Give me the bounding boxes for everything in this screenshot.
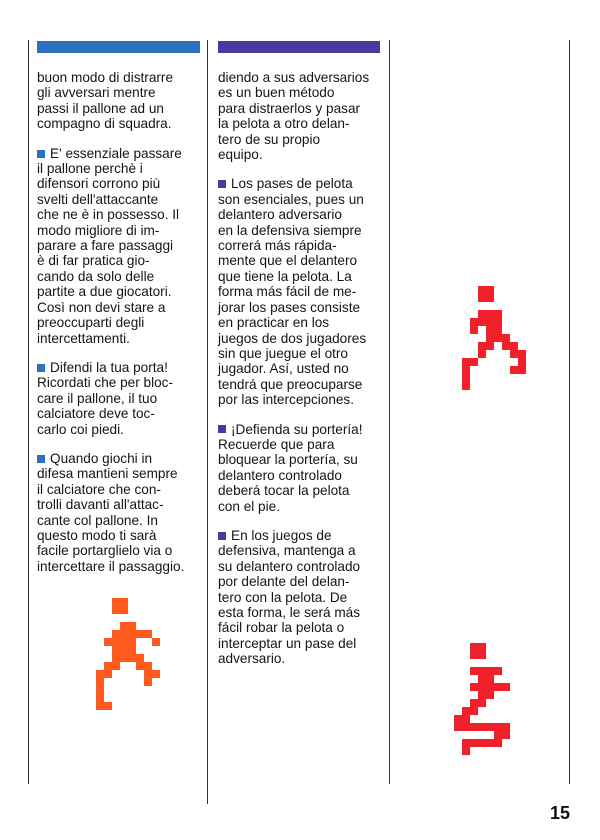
sprite-pixel [494,731,502,739]
sprite-pixel [478,342,486,350]
column-divider-left [28,40,29,784]
sprite-pixel [454,715,462,723]
bullet-icon [218,532,226,540]
sprite-pixel [454,723,462,731]
sprite-pixel [518,350,526,358]
red-player-running-sprite-icon [462,286,526,390]
sprite-pixel [470,683,478,691]
sprite-pixel [478,739,486,747]
sprite-pixel [510,342,518,350]
page-number: 15 [549,803,570,823]
sprite-pixel [470,643,478,651]
sprite-pixel [144,678,152,686]
sprite-pixel [470,318,478,326]
bullet-icon [37,150,45,158]
sprite-pixel [502,334,510,342]
sprite-pixel [486,739,494,747]
sprite-pixel [486,683,494,691]
bullet-icon [37,364,45,372]
sprite-pixel [120,638,128,646]
sprite-pixel [478,643,486,651]
sprite-pixel [486,691,494,699]
sprite-pixel [494,739,502,747]
italian-item [37,360,202,437]
spanish-item [218,422,386,514]
sprite-pixel [96,686,104,694]
sprite-pixel [96,702,104,710]
sprite-pixel [128,646,136,654]
sprite-pixel [112,662,120,670]
sprite-pixel [478,699,486,707]
sprite-pixel [478,723,486,731]
sprite-pixel [470,739,478,747]
spanish-item-text: ¡Defienda su portería! Recuerde que para bloquear la portería, su delantero controlado deberá tocar la pelota con el pie. [218,421,363,514]
sprite-pixel [486,294,494,302]
bullet-icon [218,425,226,433]
sprite-pixel [120,654,128,662]
italian-item-text: E' essenziale passare il pallone perchè i difensori corrono più svelti dell'attaccante che ne è in possesso. Il modo migliore di im- parare a fare passaggi è di far pratica gio- cando da solo delle partite a due giocatori. Così non devi stare a preoccuparti degli intercettamenti. [37,145,182,346]
italian-item-text: Quando giochi in difesa mantieni sempre il calciatore che con- trolli davanti all'attac- cante col pallone. In questo modo ti sarà facile portarglielo via o intercettare il passaggio. [37,450,185,574]
sprite-pixel [478,286,486,294]
bullet-icon [218,180,226,188]
spanish-item-text: En los juegos de defensiva, mantenga a su delantero controlado por delante del delan- tero con la pelota. De esta forma, le será más fácil robar la pelota o interceptar un pase del adversario. [218,527,361,667]
sprite-pixel [120,606,128,614]
sprite-pixel [462,747,470,755]
sprite-pixel [486,334,494,342]
sprite-pixel [486,318,494,326]
sprite-pixel [494,318,502,326]
sprite-pixel [494,667,502,675]
spanish-intro: diendo a sus adversarios es un buen método para distraerlos y pasar la pelota a otro delan- tero de su propio equipo. [218,70,370,163]
sprite-pixel [486,286,494,294]
sprite-pixel [128,622,136,630]
sprite-pixel [486,667,494,675]
italian-item [37,451,202,574]
italian-intro: buon modo di distrarre gli avversari mentre passi il pallone ad un compagno di squadra. [37,70,174,132]
sprite-pixel [510,350,518,358]
sprite-pixel [462,366,470,374]
sprite-pixel [96,670,104,678]
sprite-pixel [128,654,136,662]
italian-header-bar [37,41,200,53]
sprite-pixel [120,646,128,654]
sprite-pixel [120,598,128,606]
column-divider-middle [207,40,208,804]
sprite-pixel [478,651,486,659]
sprite-pixel [494,723,502,731]
sprite-pixel [120,630,128,638]
sprite-pixel [502,723,510,731]
sprite-pixel [470,707,478,715]
sprite-pixel [112,606,120,614]
column-divider-far-right [569,40,570,784]
sprite-pixel [152,670,160,678]
sprite-pixel [104,662,112,670]
italian-column [37,70,202,588]
sprite-pixel [462,382,470,390]
sprite-pixel [470,723,478,731]
spanish-item [218,528,386,667]
sprite-pixel [478,310,486,318]
sprite-pixel [112,638,120,646]
sprite-pixel [470,358,478,366]
sprite-pixel [104,702,112,710]
sprite-pixel [494,326,502,334]
sprite-pixel [470,699,478,707]
sprite-pixel [502,731,510,739]
sprite-pixel [136,662,144,670]
sprite-pixel [486,310,494,318]
sprite-pixel [478,667,486,675]
sprite-pixel [96,694,104,702]
sprite-pixel [510,366,518,374]
sprite-pixel [494,683,502,691]
sprite-pixel [462,358,470,366]
sprite-pixel [462,707,470,715]
sprite-pixel [112,630,120,638]
sprite-pixel [486,723,494,731]
sprite-pixel [478,350,486,358]
sprite-pixel [112,598,120,606]
spanish-item [218,176,386,407]
sprite-pixel [104,670,112,678]
sprite-pixel [470,651,478,659]
sprite-pixel [470,326,478,334]
sprite-pixel [144,662,152,670]
sprite-pixel [136,654,144,662]
spanish-header-bar [218,41,380,53]
sprite-pixel [144,630,152,638]
spanish-column [218,70,386,681]
sprite-pixel [478,294,486,302]
sprite-pixel [478,683,486,691]
sprite-pixel [478,318,486,326]
italian-item [37,146,202,346]
sprite-pixel [494,334,502,342]
sprite-pixel [112,654,120,662]
sprite-pixel [502,683,510,691]
sprite-pixel [462,723,470,731]
sprite-pixel [112,646,120,654]
bullet-icon [37,455,45,463]
sprite-pixel [462,739,470,747]
sprite-pixel [470,667,478,675]
sprite-pixel [128,630,136,638]
sprite-pixel [486,326,494,334]
sprite-pixel [486,342,494,350]
sprite-pixel [518,358,526,366]
red-player-spinning-sprite-icon [454,643,518,755]
sprite-pixel [144,670,152,678]
italian-item-text: Difendi la tua porta! Ricordati che per bloc- care il pallone, il tuo calciatore deve toc- carlo coi piedi. [37,359,173,437]
sprite-pixel [502,342,510,350]
sprite-pixel [152,638,160,646]
sprite-pixel [120,622,128,630]
sprite-pixel [478,691,486,699]
sprite-pixel [494,310,502,318]
sprite-pixel [96,678,104,686]
sprite-pixel [518,366,526,374]
column-divider-right [389,40,390,784]
sprite-pixel [128,638,136,646]
sprite-pixel [478,675,486,683]
sprite-pixel [462,715,470,723]
sprite-pixel [104,638,112,646]
orange-player-sprite-icon [96,598,160,710]
spanish-item-text: Los pases de pelota son esenciales, pues un delantero adversario en la defensiva siempre correrá más rápida- mente que el delantero que tiene la pelota. La forma más fácil de me- jorar los pases consiste en practicar en los juegos de dos jugadores sin que juegue el otro jugador. Así, usted no tendrá que preocuparse por las intercepciones. [218,176,367,408]
sprite-pixel [462,374,470,382]
sprite-pixel [486,675,494,683]
sprite-pixel [136,630,144,638]
